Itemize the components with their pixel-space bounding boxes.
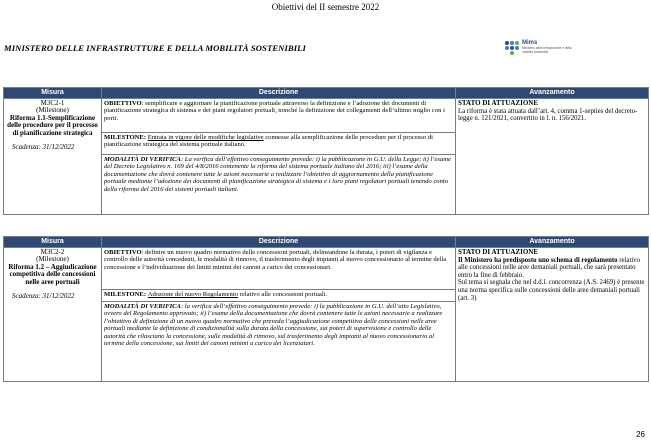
logo-subtitle: Ministero delle infrastrutture e della mobilità sostenibili	[522, 46, 572, 54]
measure-table-2	[3, 236, 649, 382]
measure-code: M3C2-1	[40, 99, 65, 107]
measure-type: (Milestone)	[36, 106, 69, 115]
measure-title: Riforma 1.2 – Aggiudicazione competitiva delle concessioni nelle aree portuali	[8, 262, 97, 286]
status-label: STATO DI ATTUAZIONE	[458, 99, 539, 107]
measure-cell	[4, 99, 102, 215]
status-bold: Il Ministero ha predisposto uno schema di regolamento	[458, 256, 618, 264]
verification-text: : La verifica dell’effettivo conseguimento prevede: i) la pubblicazione in G.U. della Legge; ii) l’esame del Decreto Legislativo n. 169 del 4/8/2016 contenente la riforma del sistema portuale italiano del 2016; iii) l’esame della documentazione che dovrà contenere tutte le azioni necessarie a realizzare l’obiettivo di aggiornamento della pianificazione portuale mediante l’adozione dei documenti di pianificazione strategica di sistema e i loro piani regolatori portuali tenendo conto della riforma del 2016 dei sistemi portuali italiani.	[104, 156, 451, 193]
milestone-underlined: Adozione del nuovo Regolamento	[147, 291, 238, 298]
measure-title: Riforma 1.1-Semplificazione delle procedure per il processo di pianificazione strategica	[7, 113, 98, 137]
milestone-label: MILESTONE	[104, 291, 144, 298]
status-cell	[456, 99, 649, 215]
objective-cell	[102, 248, 456, 290]
col-header-avanzamento: Avanzamento	[456, 88, 649, 99]
status-cell	[456, 248, 649, 382]
measure-cell	[4, 248, 102, 382]
measure-table-1	[3, 87, 649, 215]
status-text: La riforma è stata attuata dall’art. 4, comma 1-septies del decreto-legge n. 121/2021, convertito in l. n. 156/2021.	[458, 107, 638, 123]
page-number: 26	[636, 430, 645, 439]
status-label: STATO DI ATTUAZIONE	[458, 248, 539, 256]
col-header-descrizione: Descrizione	[102, 88, 456, 99]
milestone-underlined: Entrata in vigore delle modifiche legislative	[147, 134, 264, 141]
ministry-title: MINISTERO DELLE INFRASTRUTTURE E DELLA MOBILITÀ SOSTENIBILI	[4, 43, 306, 53]
objective-label: OBIETTIVO	[104, 249, 142, 256]
mims-logo	[505, 39, 575, 61]
col-header-avanzamento: Avanzamento	[456, 237, 649, 248]
milestone-label: MILESTONE	[104, 134, 144, 141]
col-header-misura: Misura	[4, 237, 102, 248]
verification-text: : la verifica dell’effettivo conseguimento prevede: i) la pubblicazione in G.U. dell’atto Legislativo, ovvero del Regolamento approvato; ii) l’esame della documentazione che dovrà contenere tutte le azioni necessarie a realizzare l’obiettivo di definizione di un nuovo quadro normativo che preveda l’aggiudicazione competitiva delle concessioni nelle aree portuali mediante la definizione di condizionalità sulla durata della concessione, sui poteri di supervisione e controllo delle autorità che rilasciano la concessione, sulle modalità di rinnovo, sul trasferimento degli impianti al nuovo concessionario al termine della concessione, sui limiti dei canoni minimi a carico dei licenziatari.	[104, 303, 443, 348]
objective-text: : semplificare e aggiornare la pianificazione portuale attraverso la definizione e l’adozione dei documenti di pianificazione strategica di sistema e dei piani regolatori portuali, nonché la definizione dei collegamenti dell’ultimo miglio con i porti.	[104, 100, 445, 122]
verification-label: MODALITÀ DI VERIFICA	[104, 156, 181, 163]
verification-cell	[102, 302, 456, 382]
page-header: Obiettivi del II semestre 2022	[271, 2, 380, 12]
logo-mark-icon	[505, 41, 519, 55]
status-text: relativo alle concessioni nelle aree demaniali portuali, che sarà presentato entro la fine di febbraio.	[458, 256, 641, 279]
objective-cell	[102, 99, 456, 133]
measure-code: M3C2-2	[40, 248, 65, 256]
logo-text: Mims	[522, 40, 538, 46]
milestone-text: connesse alla semplificazione delle procedure per il processo di pianificazione strategica del sistema portuale italiano.	[104, 134, 433, 149]
measure-deadline: Scadenza: 31/12/2022	[12, 292, 75, 301]
verification-label: MODALITÀ DI VERIFICA	[104, 303, 181, 310]
milestone-cell: MILESTONE: Adozione del nuovo Regolamento relativo alle concessioni portuali.	[102, 290, 456, 302]
objective-label: OBIETTIVO	[104, 100, 142, 107]
col-header-misura: Misura	[4, 88, 102, 99]
objective-text: : definire un nuovo quadro normativo delle concessioni portuali, delineandone la durata, i poteri di vigilanza e controllo delle autorità concedenti, le modalità di rinnovo, il trasferimento degli impianti al nuovo concessionario al termine della concessione e l’individuazione dei limiti minimi dei canoni a carico dei concessionari.	[104, 249, 447, 271]
milestone-text: relativo alle concessioni portuali.	[237, 291, 328, 298]
verification-cell	[102, 155, 456, 215]
measure-deadline: Scadenza: 31/12/2022	[12, 143, 75, 152]
col-header-descrizione: Descrizione	[102, 237, 456, 248]
measure-type: (Milestone)	[36, 255, 69, 264]
status-extra: Sul tema si segnala che nel d.d.l. concorrenza (A.S. 2469) è presente una norma specifica sulle concessioni delle aree demaniali portuali (art. 3)	[458, 279, 645, 302]
milestone-cell: MILESTONE: Entrata in vigore delle modifiche legislative connesse alla semplificazione delle procedure per il processo di pianificazione strategica del sistema portuale italiano.	[102, 133, 456, 155]
